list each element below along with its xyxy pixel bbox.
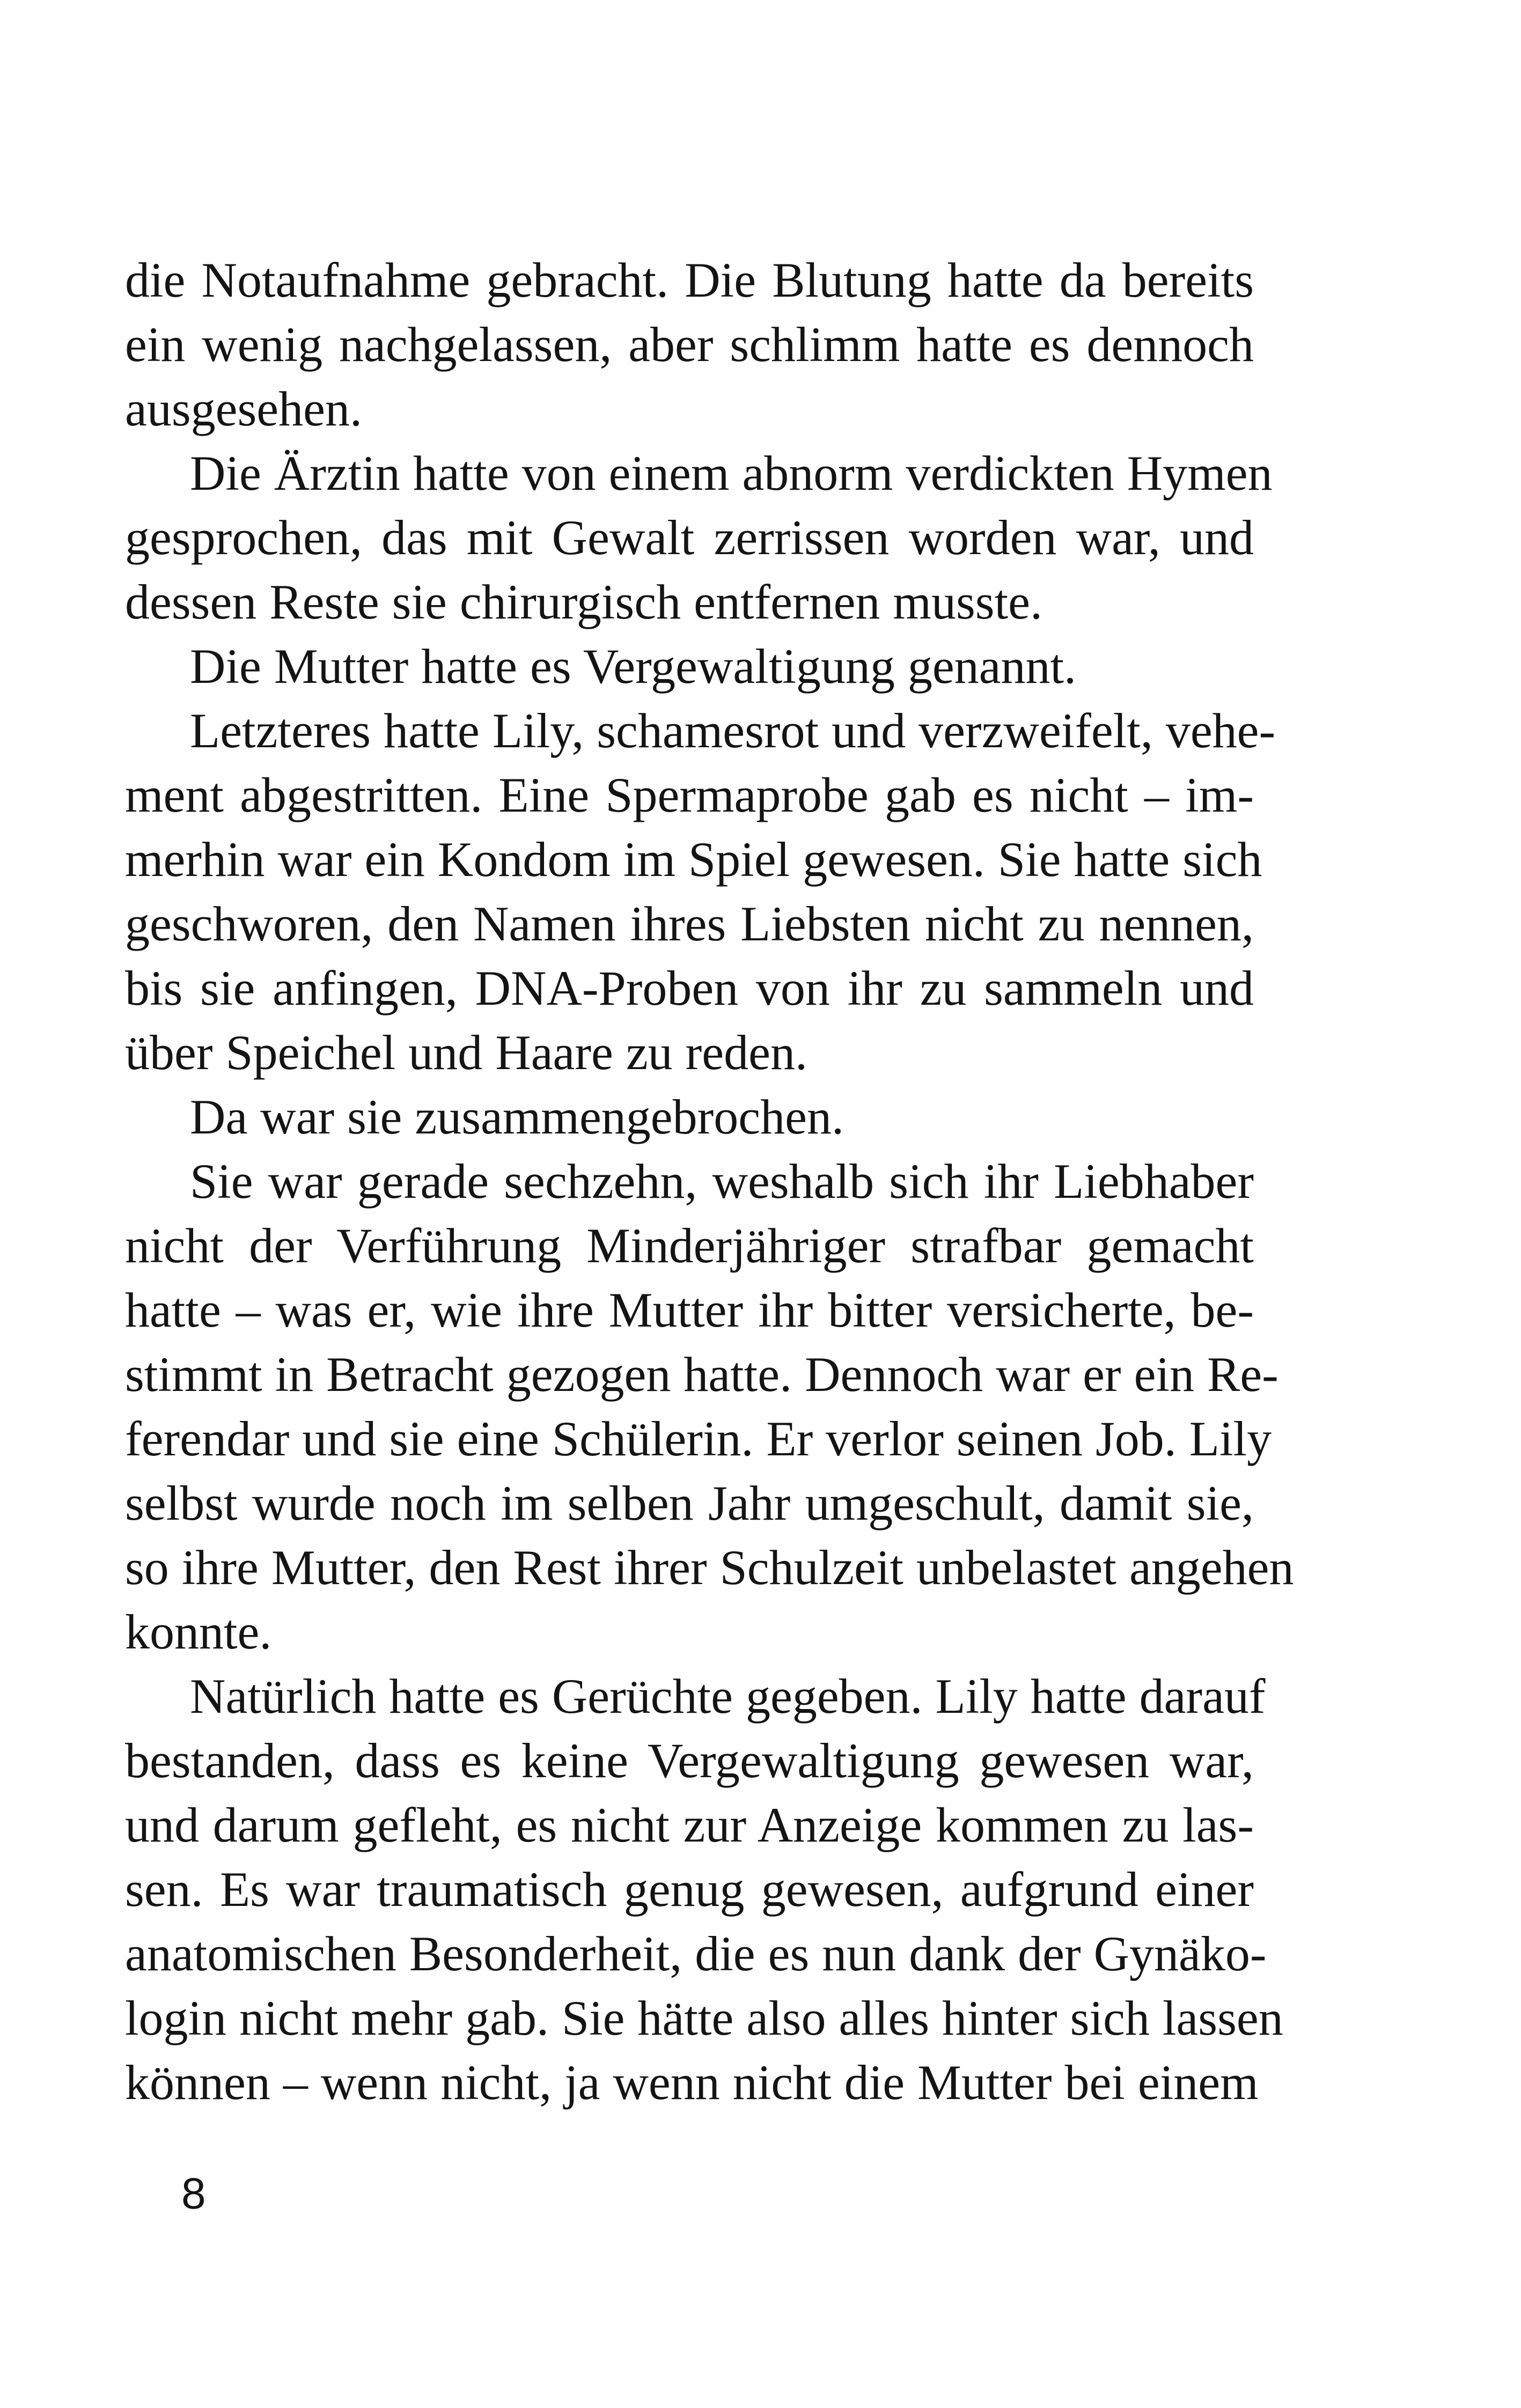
text-line: die Notaufnahme gebracht. Die Blutung hatte da bereits	[125, 253, 1254, 307]
text-line: merhin war ein Kondom im Spiel gewesen. Sie hatte sich	[125, 832, 1262, 887]
text-line: ment abgestritten. Eine Spermaprobe gab es nicht – im-	[125, 768, 1254, 822]
page-number: 8	[181, 2169, 206, 2218]
text-line: bestanden, dass es keine Vergewaltigung gewesen war,	[125, 1733, 1254, 1788]
text-line: Sie war gerade sechzehn, weshalb sich ihr Liebhaber	[190, 1154, 1254, 1209]
text-line: geschworen, den Namen ihres Liebsten nicht zu nennen,	[125, 896, 1254, 951]
text-line: stimmt in Betracht gezogen hatte. Dennoch war er ein Re-	[125, 1347, 1278, 1402]
text-line: ferendar und sie eine Schülerin. Er verlor seinen Job. Lily	[125, 1411, 1272, 1466]
text-line: hatte – was er, wie ihre Mutter ihr bitter versicherte, be-	[125, 1283, 1254, 1337]
text-line: so ihre Mutter, den Rest ihrer Schulzeit unbelastet angehen	[125, 1540, 1294, 1595]
text-line: sen. Es war traumatisch genug gewesen, aufgrund einer	[125, 1862, 1254, 1917]
text-line: können – wenn nicht, ja wenn nicht die Mutter bei einem	[125, 2055, 1259, 2110]
text-line: und darum gefleht, es nicht zur Anzeige kommen zu las-	[125, 1798, 1254, 1852]
text-line: über Speichel und Haare zu reden.	[125, 1025, 807, 1080]
text-line: login nicht mehr gab. Sie hätte also alles hinter sich lassen	[125, 1991, 1283, 2045]
text-line: Natürlich hatte es Gerüchte gegeben. Lily hatte darauf	[190, 1669, 1266, 1724]
text-line: dessen Reste sie chirurgisch entfernen musste.	[125, 575, 1042, 629]
text-line: Die Ärztin hatte von einem abnorm verdickten Hymen	[190, 446, 1273, 500]
text-line: selbst wurde noch im selben Jahr umgeschult, damit sie,	[125, 1476, 1254, 1530]
text-line: Die Mutter hatte es Vergewaltigung genannt.	[190, 639, 1077, 694]
text-line: ein wenig nachgelassen, aber schlimm hatte es dennoch	[125, 317, 1254, 372]
text-line: ausgesehen.	[125, 381, 362, 436]
text-line: Da war sie zusammengebrochen.	[190, 1089, 844, 1144]
text-line: nicht der Verführung Minderjähriger strafbar gemacht	[125, 1218, 1254, 1273]
body-text	[125, 248, 1294, 2115]
text-line: bis sie anfingen, DNA-Proben von ihr zu sammeln und	[125, 961, 1254, 1015]
text-line: gesprochen, das mit Gewalt zerrissen worden war, und	[125, 510, 1254, 565]
text-line: Letzteres hatte Lily, schamesrot und verzweifelt, vehe-	[190, 703, 1276, 758]
text-line: anatomischen Besonderheit, die es nun dank der Gynäko-	[125, 1926, 1267, 1981]
text-line: konnte.	[125, 1604, 272, 1659]
